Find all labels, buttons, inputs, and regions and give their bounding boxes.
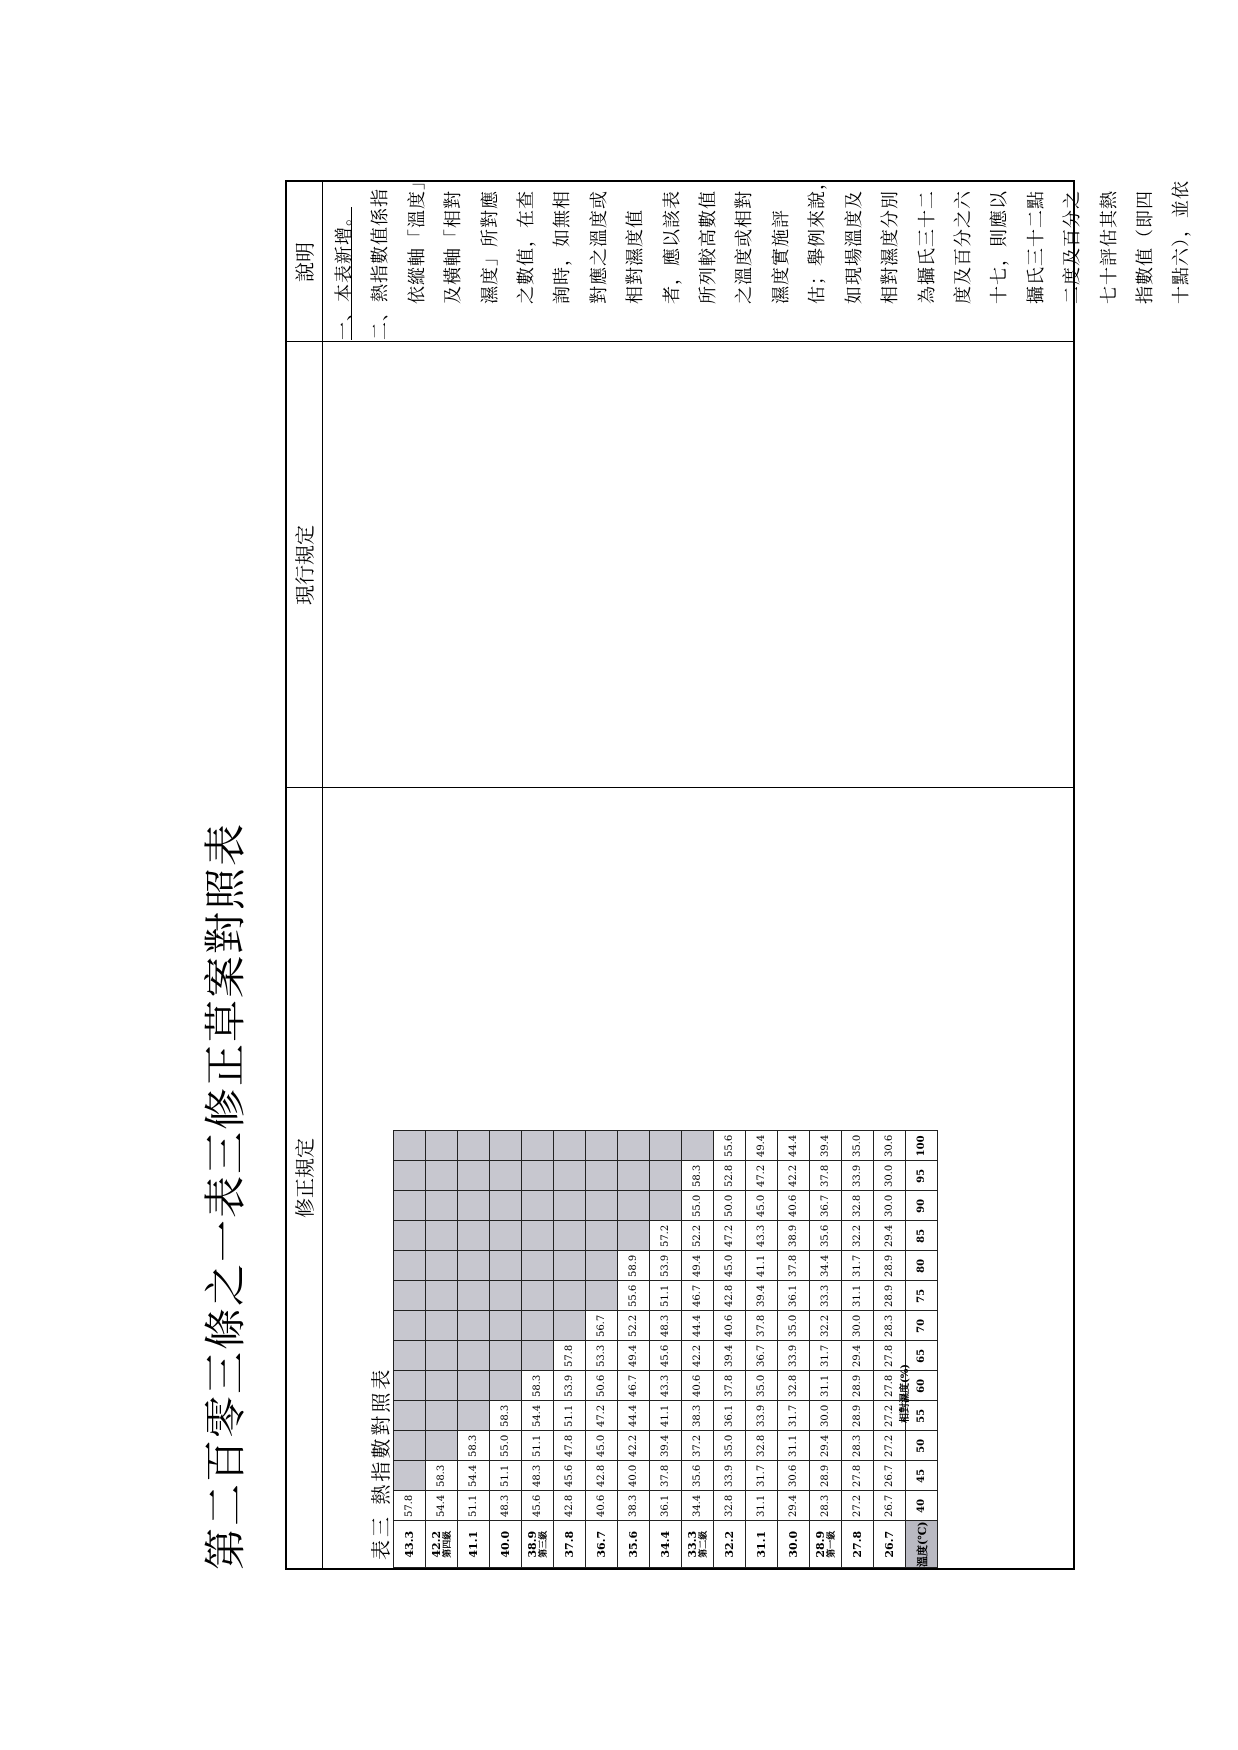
note-line: 濕度實施評	[770, 209, 792, 304]
empty-cell	[522, 1221, 554, 1251]
empty-cell	[394, 1401, 426, 1431]
heat-index-value: 57.2	[650, 1221, 682, 1251]
heat-index-row	[394, 1131, 426, 1568]
heat-index-value: 38.3	[618, 1491, 650, 1521]
heat-index-row	[618, 1131, 650, 1568]
heat-index-value: 40.6	[778, 1191, 810, 1221]
heat-index-value: 41.1	[746, 1251, 778, 1281]
heat-index-value: 55.0	[682, 1191, 714, 1221]
empty-cell	[458, 1221, 490, 1251]
heat-index-value: 32.8	[842, 1191, 874, 1221]
heat-index-value: 47.8	[554, 1431, 586, 1461]
heat-index-value: 46.7	[618, 1371, 650, 1401]
heat-index-value: 45.0	[714, 1251, 746, 1281]
empty-cell	[586, 1251, 618, 1281]
humidity-axis-row	[906, 1131, 938, 1568]
heat-index-value: 40.6	[714, 1311, 746, 1341]
temperature-cell: 28.9 第一級	[810, 1521, 842, 1568]
empty-cell	[426, 1191, 458, 1221]
heat-index-value: 44.4	[778, 1131, 810, 1161]
empty-cell	[554, 1251, 586, 1281]
heat-index-value: 35.0	[746, 1371, 778, 1401]
note-line: 所列較高數值	[698, 190, 720, 304]
heat-index-value: 49.4	[746, 1131, 778, 1161]
heat-index-value: 28.3	[874, 1311, 906, 1341]
heat-index-value: 30.0	[874, 1161, 906, 1191]
heat-index-value: 32.8	[746, 1431, 778, 1461]
heat-index-row	[490, 1131, 522, 1568]
empty-cell	[650, 1161, 682, 1191]
empty-cell	[458, 1401, 490, 1431]
heat-index-value: 36.1	[650, 1491, 682, 1521]
heat-index-value: 48.3	[490, 1491, 522, 1521]
temperature-cell: 38.9 第三級	[522, 1521, 554, 1568]
heat-index-value: 39.4	[810, 1131, 842, 1161]
humidity-tick: 70	[906, 1311, 938, 1341]
heat-index-value: 36.1	[778, 1281, 810, 1311]
heat-index-value: 58.3	[682, 1161, 714, 1191]
heat-index-value: 27.8	[842, 1461, 874, 1491]
empty-cell	[650, 1191, 682, 1221]
heat-index-value: 30.0	[842, 1311, 874, 1341]
heat-index-value: 28.3	[810, 1491, 842, 1521]
heat-index-value: 47.2	[746, 1161, 778, 1191]
note-line: 相對濕度分別	[880, 190, 902, 304]
heat-index-value: 27.2	[874, 1431, 906, 1461]
empty-cell	[394, 1281, 426, 1311]
note-line: 相對濕度值	[625, 209, 647, 304]
note-line: 者，應以該表	[661, 190, 683, 304]
empty-cell	[426, 1281, 458, 1311]
heat-index-row	[586, 1131, 618, 1568]
empty-cell	[394, 1311, 426, 1341]
heat-index-value: 32.8	[778, 1371, 810, 1401]
heat-index-value: 58.3	[490, 1401, 522, 1431]
heat-index-value: 36.1	[714, 1401, 746, 1431]
heat-index-value: 40.0	[618, 1461, 650, 1491]
temperature-cell: 27.8	[842, 1521, 874, 1568]
empty-cell	[458, 1251, 490, 1281]
heat-index-value: 40.6	[586, 1491, 618, 1521]
heat-index-value: 29.4	[810, 1431, 842, 1461]
empty-cell	[394, 1251, 426, 1281]
humidity-tick: 85	[906, 1221, 938, 1251]
heat-index-value: 37.8	[778, 1251, 810, 1281]
level-label-level1: 第一級	[827, 1530, 837, 1558]
heat-index-value: 30.6	[778, 1461, 810, 1491]
heat-index-row	[650, 1131, 682, 1568]
note-line: 之數值，在查	[516, 190, 538, 304]
heat-index-value: 45.6	[522, 1491, 554, 1521]
heat-index-value: 42.8	[714, 1281, 746, 1311]
heat-index-row	[554, 1131, 586, 1568]
temperature-cell: 43.3	[394, 1521, 426, 1568]
empty-cell	[490, 1371, 522, 1401]
heat-index-value: 33.9	[746, 1401, 778, 1431]
empty-cell	[394, 1341, 426, 1371]
heat-index-value: 50.0	[714, 1191, 746, 1221]
note-line: 對應之溫度或	[588, 190, 610, 304]
empty-cell	[554, 1131, 586, 1161]
heat-index-value: 26.7	[874, 1461, 906, 1491]
heat-index-value: 49.4	[618, 1341, 650, 1371]
note-line: 及橫軸「相對	[443, 190, 465, 304]
heat-index-value: 27.8	[874, 1341, 906, 1371]
heat-index-value: 32.8	[714, 1491, 746, 1521]
heat-index-value: 48.3	[650, 1311, 682, 1341]
heat-index-value: 28.3	[842, 1431, 874, 1461]
heat-index-value: 54.4	[458, 1461, 490, 1491]
heat-index-value: 31.7	[842, 1251, 874, 1281]
heat-index-row	[458, 1131, 490, 1568]
temperature-cell: 30.0	[778, 1521, 810, 1568]
heat-index-value: 27.8	[874, 1371, 906, 1401]
humidity-tick: 90	[906, 1191, 938, 1221]
note-line: 十點六），並依	[1171, 180, 1193, 304]
heat-index-value: 48.3	[522, 1461, 554, 1491]
heat-index-value: 51.1	[650, 1281, 682, 1311]
heat-index-value: 58.3	[458, 1431, 490, 1461]
heat-index-value: 34.4	[682, 1491, 714, 1521]
heat-index-value: 37.8	[810, 1161, 842, 1191]
empty-cell	[458, 1311, 490, 1341]
heat-index-value: 52.8	[714, 1161, 746, 1191]
temperature-cell: 41.1	[458, 1521, 490, 1568]
comparison-table	[285, 171, 1193, 1570]
heat-index-value: 41.1	[650, 1401, 682, 1431]
heat-index-value: 45.6	[554, 1461, 586, 1491]
heat-index-value: 51.1	[554, 1401, 586, 1431]
heat-index-value: 43.3	[746, 1221, 778, 1251]
humidity-tick: 65	[906, 1341, 938, 1371]
empty-cell	[490, 1221, 522, 1251]
empty-cell	[522, 1161, 554, 1191]
empty-cell	[426, 1131, 458, 1161]
heat-index-value: 42.2	[682, 1341, 714, 1371]
empty-cell	[490, 1281, 522, 1311]
temperature-cell: 32.2	[714, 1521, 746, 1568]
heat-index-value: 36.7	[746, 1341, 778, 1371]
empty-cell	[394, 1131, 426, 1161]
empty-cell	[522, 1341, 554, 1371]
empty-cell	[554, 1281, 586, 1311]
heat-index-value: 58.3	[426, 1461, 458, 1491]
temperature-cell: 34.4	[650, 1521, 682, 1568]
empty-cell	[394, 1371, 426, 1401]
heat-index-value: 54.4	[426, 1491, 458, 1521]
empty-cell	[394, 1191, 426, 1221]
heat-index-row	[778, 1131, 810, 1568]
heat-index-value: 42.2	[778, 1161, 810, 1191]
note-line: 二度及百分之	[1062, 190, 1084, 304]
empty-cell	[522, 1281, 554, 1311]
heat-index-value: 29.4	[874, 1221, 906, 1251]
note-line: 攝氏三十二點	[1025, 190, 1047, 304]
empty-cell	[426, 1401, 458, 1431]
heat-index-value: 42.2	[618, 1431, 650, 1461]
heat-index-value: 55.0	[490, 1431, 522, 1461]
empty-cell	[554, 1221, 586, 1251]
note-line: 為攝氏三十二	[916, 190, 938, 304]
heat-index-row	[874, 1131, 906, 1568]
empty-cell	[426, 1341, 458, 1371]
level-label-level2: 第二級	[699, 1530, 709, 1558]
heat-index-value: 58.9	[618, 1251, 650, 1281]
note-line: 如現場溫度及	[843, 190, 865, 304]
note-line: 七十評估其熱	[1098, 190, 1120, 304]
heat-index-value: 58.3	[522, 1371, 554, 1401]
heat-index-value: 51.1	[458, 1491, 490, 1521]
heat-index-value: 45.0	[746, 1191, 778, 1221]
empty-cell	[586, 1191, 618, 1221]
heat-index-value: 28.9	[842, 1371, 874, 1401]
heat-index-value: 40.6	[682, 1371, 714, 1401]
heat-index-value: 51.1	[490, 1461, 522, 1491]
heat-index-value: 39.4	[714, 1341, 746, 1371]
empty-cell	[490, 1311, 522, 1341]
heat-index-value: 28.9	[874, 1251, 906, 1281]
empty-cell	[458, 1131, 490, 1161]
heat-index-value: 55.6	[618, 1281, 650, 1311]
empty-cell	[394, 1161, 426, 1191]
heat-index-value: 37.8	[650, 1461, 682, 1491]
heat-index-value: 33.9	[714, 1461, 746, 1491]
empty-cell	[426, 1221, 458, 1251]
empty-cell	[394, 1221, 426, 1251]
temperature-cell: 26.7	[874, 1521, 906, 1568]
heat-index-value: 57.8	[554, 1341, 586, 1371]
note-line: 濕度」所對應	[479, 190, 501, 304]
note-line: 之溫度或相對	[734, 190, 756, 304]
heat-index-value: 57.8	[394, 1491, 426, 1521]
note-line: 指數值（即四	[1134, 190, 1156, 304]
empty-cell	[618, 1161, 650, 1191]
heat-index-value: 31.7	[778, 1401, 810, 1431]
empty-cell	[586, 1131, 618, 1161]
column-header-current: 現行規定	[287, 342, 323, 788]
heat-index-value: 45.6	[650, 1341, 682, 1371]
heat-index-value: 47.2	[586, 1401, 618, 1431]
empty-cell	[458, 1161, 490, 1191]
heat-index-value: 31.1	[746, 1491, 778, 1521]
heat-index-value: 42.8	[554, 1491, 586, 1521]
heat-index-value: 45.0	[586, 1431, 618, 1461]
notes-cell	[327, 171, 1193, 340]
heat-index-value: 27.2	[874, 1401, 906, 1431]
heat-index-value: 28.9	[842, 1401, 874, 1431]
heat-index-value: 38.9	[778, 1221, 810, 1251]
empty-cell	[618, 1131, 650, 1161]
empty-cell	[426, 1431, 458, 1461]
heat-index-value: 52.2	[682, 1221, 714, 1251]
empty-cell	[458, 1191, 490, 1221]
temperature-cell: 31.1	[746, 1521, 778, 1568]
heat-index-value: 35.6	[810, 1221, 842, 1251]
level-label-level3: 第三級	[539, 1530, 549, 1558]
empty-cell	[554, 1311, 586, 1341]
humidity-tick: 45	[906, 1461, 938, 1491]
heat-index-value: 47.2	[714, 1221, 746, 1251]
axis-corner: 溫度(℃)	[906, 1521, 938, 1568]
empty-cell	[426, 1161, 458, 1191]
heat-index-value: 27.2	[842, 1491, 874, 1521]
heat-index-row	[426, 1131, 458, 1568]
heat-index-value: 39.4	[746, 1281, 778, 1311]
heat-index-table-caption: 表三 熱指數對照表	[369, 1366, 393, 1560]
heat-index-value: 37.2	[682, 1431, 714, 1461]
empty-cell	[458, 1341, 490, 1371]
heat-index-grid	[393, 1130, 938, 1568]
heat-index-value: 53.9	[554, 1371, 586, 1401]
heat-index-row	[682, 1131, 714, 1568]
empty-cell	[458, 1281, 490, 1311]
heat-index-value: 32.2	[842, 1221, 874, 1251]
humidity-tick: 100	[906, 1131, 938, 1161]
humidity-tick: 55	[906, 1401, 938, 1431]
heat-index-value: 33.9	[842, 1161, 874, 1191]
heat-index-value: 31.1	[842, 1281, 874, 1311]
note-line: 二、熱指數值係指	[370, 188, 392, 340]
heat-index-value: 37.8	[714, 1371, 746, 1401]
heat-index-value: 44.4	[618, 1401, 650, 1431]
heat-index-value: 33.9	[778, 1341, 810, 1371]
note-item-1: 一、本表新增。	[334, 207, 355, 340]
amended-rule-cell	[323, 788, 1073, 1568]
empty-cell	[490, 1191, 522, 1221]
heat-index-value: 39.4	[650, 1431, 682, 1461]
note-line: 詢時，如無相	[552, 190, 574, 304]
heat-index-value: 53.9	[650, 1251, 682, 1281]
heat-index-row	[522, 1131, 554, 1568]
temperature-cell: 40.0	[490, 1521, 522, 1568]
empty-cell	[426, 1311, 458, 1341]
heat-index-value: 35.0	[842, 1131, 874, 1161]
empty-cell	[554, 1161, 586, 1191]
heat-index-value: 46.7	[682, 1281, 714, 1311]
heat-index-value: 29.4	[778, 1491, 810, 1521]
heat-index-value: 26.7	[874, 1491, 906, 1521]
heat-index-value: 53.3	[586, 1341, 618, 1371]
heat-index-value: 31.1	[810, 1371, 842, 1401]
note-line: 依縱軸「溫度」	[406, 171, 428, 304]
heat-index-value: 30.6	[874, 1131, 906, 1161]
empty-cell	[586, 1281, 618, 1311]
heat-index-value: 51.1	[522, 1431, 554, 1461]
empty-cell	[682, 1131, 714, 1161]
humidity-tick: 40	[906, 1491, 938, 1521]
empty-cell	[490, 1251, 522, 1281]
heat-index-value: 31.1	[778, 1431, 810, 1461]
heat-index-value: 34.4	[810, 1251, 842, 1281]
heat-index-value: 37.8	[746, 1311, 778, 1341]
empty-cell	[522, 1251, 554, 1281]
temperature-cell: 35.6	[618, 1521, 650, 1568]
column-header-notes: 說明	[287, 182, 323, 342]
note-item-2	[363, 171, 1200, 340]
heat-index-value: 28.9	[810, 1461, 842, 1491]
heat-index-value: 35.6	[682, 1461, 714, 1491]
heat-index-value: 30.0	[874, 1191, 906, 1221]
humidity-tick: 60	[906, 1371, 938, 1401]
note-line: 度及百分之六	[952, 190, 974, 304]
heat-index-row	[746, 1131, 778, 1568]
heat-index-value: 31.7	[810, 1341, 842, 1371]
temperature-cell: 36.7	[586, 1521, 618, 1568]
heat-index-value: 44.4	[682, 1311, 714, 1341]
empty-cell	[650, 1131, 682, 1161]
heat-index-table	[393, 1130, 938, 1568]
heat-index-row	[810, 1131, 842, 1568]
heat-index-value: 54.4	[522, 1401, 554, 1431]
level-label-level4: 第四級	[443, 1530, 453, 1558]
heat-index-value: 35.0	[714, 1431, 746, 1461]
heat-index-value: 43.3	[650, 1371, 682, 1401]
empty-cell	[394, 1461, 426, 1491]
empty-cell	[522, 1131, 554, 1161]
heat-index-value: 50.6	[586, 1371, 618, 1401]
empty-cell	[394, 1431, 426, 1461]
humidity-tick: 80	[906, 1251, 938, 1281]
heat-index-value: 49.4	[682, 1251, 714, 1281]
empty-cell	[618, 1221, 650, 1251]
heat-index-value: 55.6	[714, 1131, 746, 1161]
heat-index-value: 31.7	[746, 1461, 778, 1491]
heat-index-value: 38.3	[682, 1401, 714, 1431]
empty-cell	[490, 1161, 522, 1191]
heat-index-value: 42.8	[586, 1461, 618, 1491]
note-line: 十七，則應以	[989, 190, 1011, 304]
temperature-cell: 37.8	[554, 1521, 586, 1568]
empty-cell	[490, 1131, 522, 1161]
heat-index-value: 52.2	[618, 1311, 650, 1341]
heat-index-value: 30.0	[810, 1401, 842, 1431]
heat-index-row	[842, 1131, 874, 1568]
heat-index-row	[714, 1131, 746, 1568]
heat-index-value: 56.7	[586, 1311, 618, 1341]
note-line: 估；舉例來說，	[807, 171, 829, 304]
empty-cell	[426, 1371, 458, 1401]
humidity-tick: 50	[906, 1431, 938, 1461]
empty-cell	[522, 1191, 554, 1221]
temperature-cell: 33.3 第二級	[682, 1521, 714, 1568]
empty-cell	[490, 1341, 522, 1371]
empty-cell	[426, 1251, 458, 1281]
document-title: 第二百零三條之一表三修正草案對照表	[201, 821, 250, 1570]
humidity-axis-label: 相對濕度(%)	[900, 1364, 911, 1423]
heat-index-value: 28.9	[874, 1281, 906, 1311]
humidity-tick: 75	[906, 1281, 938, 1311]
heat-index-value: 33.3	[810, 1281, 842, 1311]
empty-cell	[522, 1311, 554, 1341]
temperature-cell: 42.2 第四級	[426, 1521, 458, 1568]
heat-index-value: 35.0	[778, 1311, 810, 1341]
heat-index-value: 29.4	[842, 1341, 874, 1371]
heat-index-value: 32.2	[810, 1311, 842, 1341]
current-rule-cell	[323, 342, 1073, 786]
heat-index-value: 36.7	[810, 1191, 842, 1221]
humidity-tick: 95	[906, 1161, 938, 1191]
empty-cell	[554, 1191, 586, 1221]
empty-cell	[586, 1161, 618, 1191]
empty-cell	[586, 1221, 618, 1251]
empty-cell	[618, 1191, 650, 1221]
empty-cell	[458, 1371, 490, 1401]
column-header-amended: 修正規定	[287, 788, 323, 1568]
